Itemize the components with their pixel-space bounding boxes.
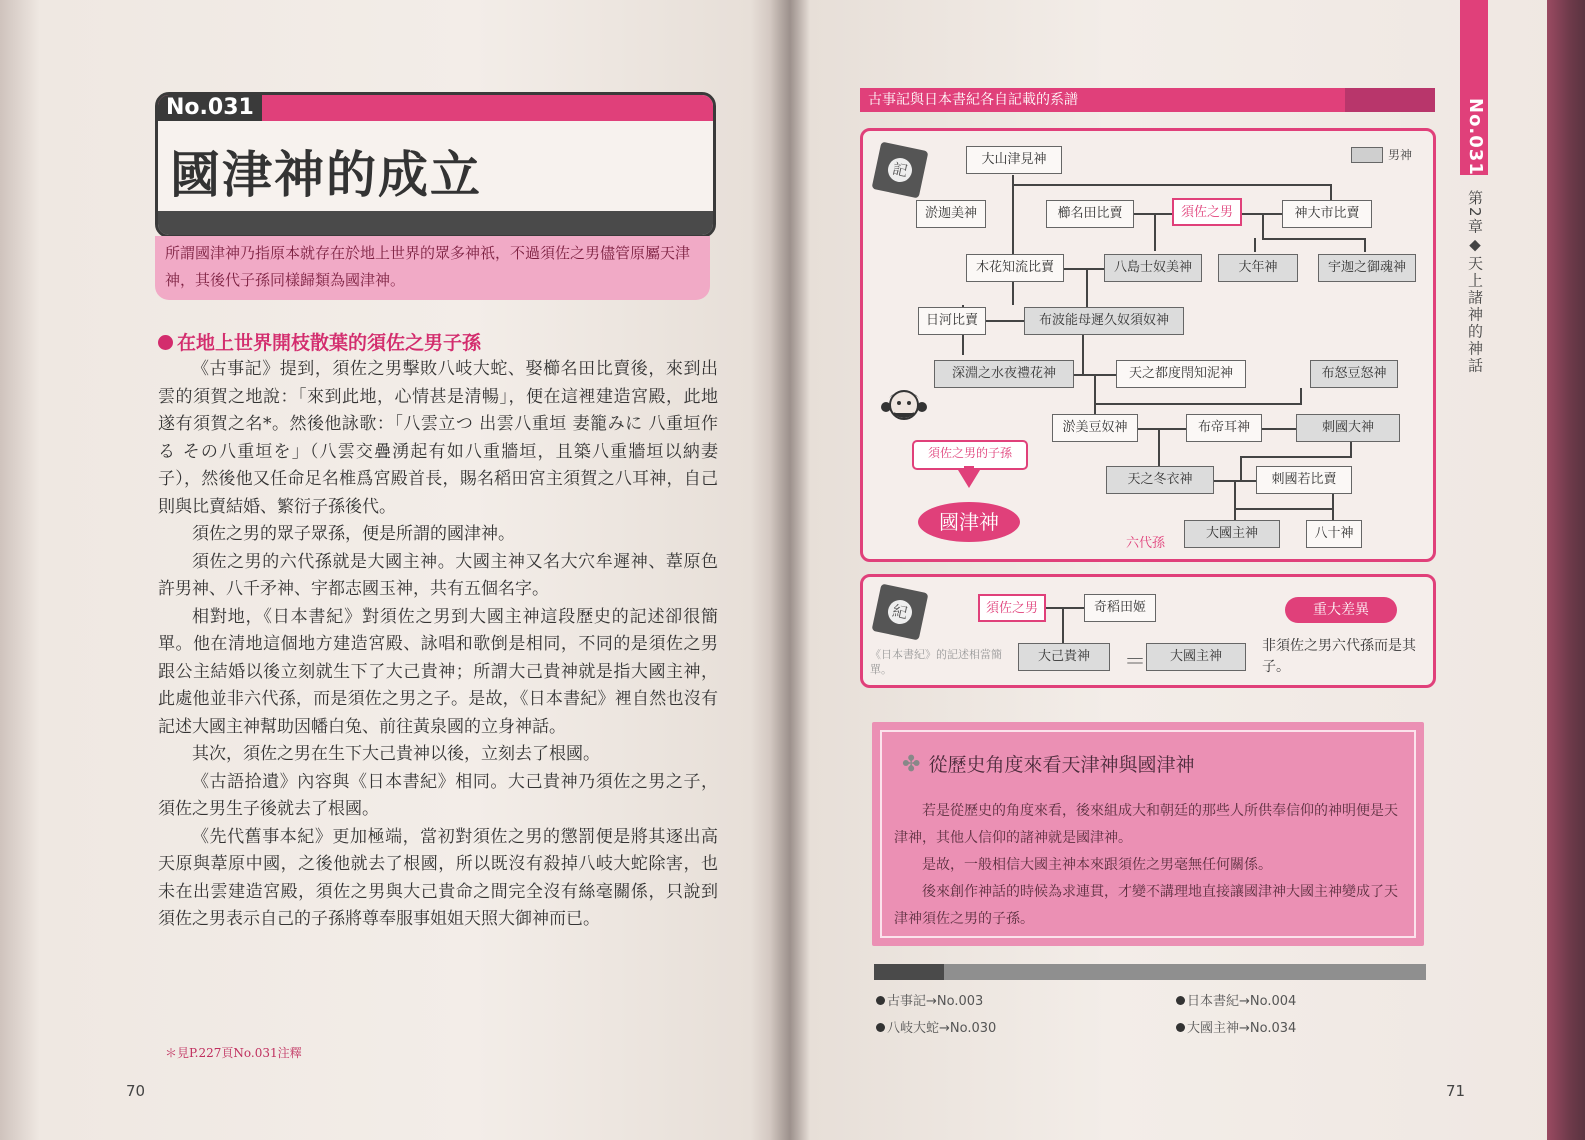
section-heading: 在地上世界開枝散葉的須佐之男子孫 bbox=[158, 328, 481, 355]
genealogy-node: 八島士奴美神 bbox=[1104, 254, 1202, 282]
sixth-generation-label: 六代孫 bbox=[1126, 536, 1166, 551]
genealogy-node: 布波能母遲久奴須奴神 bbox=[1024, 307, 1184, 335]
info-box bbox=[872, 722, 1424, 946]
big-difference-badge: 重大差異 bbox=[1285, 597, 1397, 623]
genealogy-node-okuninushi: 大國主神 bbox=[1184, 520, 1280, 548]
book-icon: 紀 bbox=[872, 584, 929, 641]
paragraph: 其次，須佐之男在生下大己貴神以後，立刻去了根國。 bbox=[192, 744, 600, 764]
genealogy-node-susanoo: 須佐之男 bbox=[1172, 198, 1242, 226]
info-paragraph: 若是從歷史的角度來看，後來組成大和朝廷的那些人所供奉信仰的神明便是天津神，其他人信仰的諸神就是國津神。 bbox=[894, 803, 1398, 846]
difference-note: 非須佐之男六代孫而是其子。 bbox=[1262, 638, 1416, 675]
genealogy-node: 大山津見神 bbox=[966, 146, 1062, 174]
related-item[interactable]: 八岐大蛇→No.030 bbox=[876, 1017, 996, 1036]
kunitsukami-label: 國津神 bbox=[918, 502, 1020, 542]
paragraph: 相對地，《日本書紀》對須佐之男到大國主神這段歷史的記述卻很簡單。他在清地這個地方建造宮殿、詠唱和歌倒是相同，不同的是須佐之男跟公主結婚以後立刻就生下了大己貴神；所謂大己貴神就是指大國主神，此處他並非六代孫，而是須佐之男之子。是故，《日本書紀》裡自然也沒有記述大國主神幫助因幡白兔、前往黃泉國的立身神話。 bbox=[158, 606, 718, 737]
genealogy-node: 櫛名田比賣 bbox=[1046, 200, 1134, 228]
legend-swatch bbox=[1351, 147, 1383, 163]
page-edge bbox=[1547, 0, 1585, 1140]
genealogy-node: 日河比賣 bbox=[918, 307, 986, 335]
article-number: No.031 bbox=[158, 95, 262, 121]
genealogy-node: 神大市比賣 bbox=[1282, 200, 1372, 228]
descendants-callout: 須佐之男的子孫 bbox=[912, 440, 1028, 470]
genealogy-node: 深淵之水夜禮花神 bbox=[934, 360, 1074, 388]
related-item[interactable]: 大國主神→No.034 bbox=[1176, 1017, 1296, 1036]
side-chapter: 第2章◆天上諸神的神話 bbox=[1466, 190, 1484, 375]
genealogy-node: 刺國若比賣 bbox=[1256, 466, 1352, 494]
article-header bbox=[155, 92, 716, 238]
kojiki-genealogy-panel bbox=[860, 128, 1436, 562]
genealogy-node: 宇迦之御魂神 bbox=[1318, 254, 1416, 282]
info-heading: ✤ 從歷史角度來看天津神與國津神 bbox=[902, 752, 1195, 777]
header-dark-bar bbox=[158, 211, 713, 235]
equals-sign: ＝ bbox=[1124, 650, 1147, 675]
genealogy-node: 八十神 bbox=[1306, 520, 1362, 548]
footnote: ＊見P.227頁No.031注釋 bbox=[165, 1046, 302, 1060]
paragraph: 須佐之男的眾子眾孫，便是所謂的國津神。 bbox=[192, 524, 515, 544]
genealogy-node: 木花知流比賣 bbox=[966, 254, 1064, 282]
genealogy-node: 淤美豆奴神 bbox=[1052, 414, 1138, 442]
book-spine bbox=[770, 0, 810, 1140]
related-item[interactable]: 古事記→No.003 bbox=[876, 990, 983, 1009]
related-item[interactable]: 日本書紀→No.004 bbox=[1176, 990, 1296, 1009]
genealogy-node: 刺國大神 bbox=[1296, 414, 1400, 442]
article-title: 國津神的成立 bbox=[170, 145, 482, 204]
related-items-bar bbox=[874, 964, 1426, 980]
genealogy-node: 天之冬衣神 bbox=[1106, 466, 1214, 494]
genealogy-node: 大年神 bbox=[1218, 254, 1298, 282]
genealogy-node: 大己貴神 bbox=[1018, 643, 1110, 671]
page-number: 71 bbox=[1446, 1082, 1466, 1100]
info-paragraph: 後來創作神話的時候為求連貫，才變不講理地直接讓國津神大國主神變成了天津神須佐之男的子孫。 bbox=[894, 884, 1398, 927]
book-icon: 記 bbox=[872, 142, 929, 199]
genealogy-node: 布怒豆怒神 bbox=[1310, 360, 1398, 388]
side-number: No.031 bbox=[1465, 98, 1486, 176]
genealogy-node: 大國主神 bbox=[1146, 643, 1246, 671]
article-body bbox=[158, 356, 718, 934]
chart-title: 古事記與日本書紀各自記載的系譜 bbox=[860, 88, 1435, 112]
info-paragraph: 是故，一般相信大國主神本來跟須佐之男毫無任何關係。 bbox=[922, 857, 1272, 873]
paragraph: 須佐之男的六代孫就是大國主神。大國主神又名大穴牟遲神、葦原色許男神、八千矛神、宇都志國玉神，共有五個名字。 bbox=[158, 551, 718, 599]
legend-label: 男神 bbox=[1388, 148, 1413, 162]
genealogy-node: 天之都度閇知泥神 bbox=[1116, 360, 1246, 388]
diamond-flower-icon: ✤ bbox=[902, 752, 921, 777]
paragraph: 《先代舊事本紀》更加極端，當初對須佐之男的懲罰便是將其逐出高天原與葦原中國，之後他就去了根國，所以既沒有殺掉八岐大蛇除害，也未在出雲建造宮殿，須佐之男與大己貴命之間完全沒有絲毫關係，只說到須佐之男表示自己的子孫將尊奉服事姐姐天照大御神而已。 bbox=[158, 826, 718, 929]
article-summary: 所謂國津神乃指原本就存在於地上世界的眾多神祇，不過須佐之男儘管原屬天津神，其後代子孫同樣歸類為國津神。 bbox=[155, 236, 710, 300]
susanoo-face-icon bbox=[880, 385, 928, 427]
genealogy-node-susanoo: 須佐之男 bbox=[978, 594, 1046, 622]
bullet-icon bbox=[158, 335, 173, 350]
genealogy-node: 奇稻田姬 bbox=[1084, 594, 1156, 622]
paragraph: 《古語拾遺》內容與《日本書紀》相同。大己貴神乃須佐之男之子，須佐之男生子後就去了根國。 bbox=[158, 771, 718, 819]
info-text bbox=[894, 798, 1399, 933]
paragraph: 《古事記》提到，須佐之男擊敗八岐大蛇、娶櫛名田比賣後，來到出雲的須賀之地說：「來到此地，心情甚是清暢」，便在這裡建造宮殿，此地遂有須賀之名*。然後他詠歌：「八雲立つ 出雲八重垣 妻籠みに 八重垣作る その八重垣を」（八雲交疊湧起有如八重牆垣，且築八重牆垣以納妻子），然後他又任命足名椎爲宮殿首長，賜名稻田宮主須賀之八耳神，自己則與比賣結婚、繁衍子孫後代。 bbox=[158, 359, 718, 517]
genealogy-node: 淤迦美神 bbox=[916, 200, 986, 228]
page-number: 70 bbox=[126, 1082, 146, 1100]
arrow-down-icon bbox=[958, 470, 980, 488]
shoki-note: 《日本書紀》的記述相當簡單。 bbox=[870, 648, 1002, 676]
genealogy-node: 布帝耳神 bbox=[1186, 414, 1262, 442]
left-page bbox=[0, 0, 790, 1140]
